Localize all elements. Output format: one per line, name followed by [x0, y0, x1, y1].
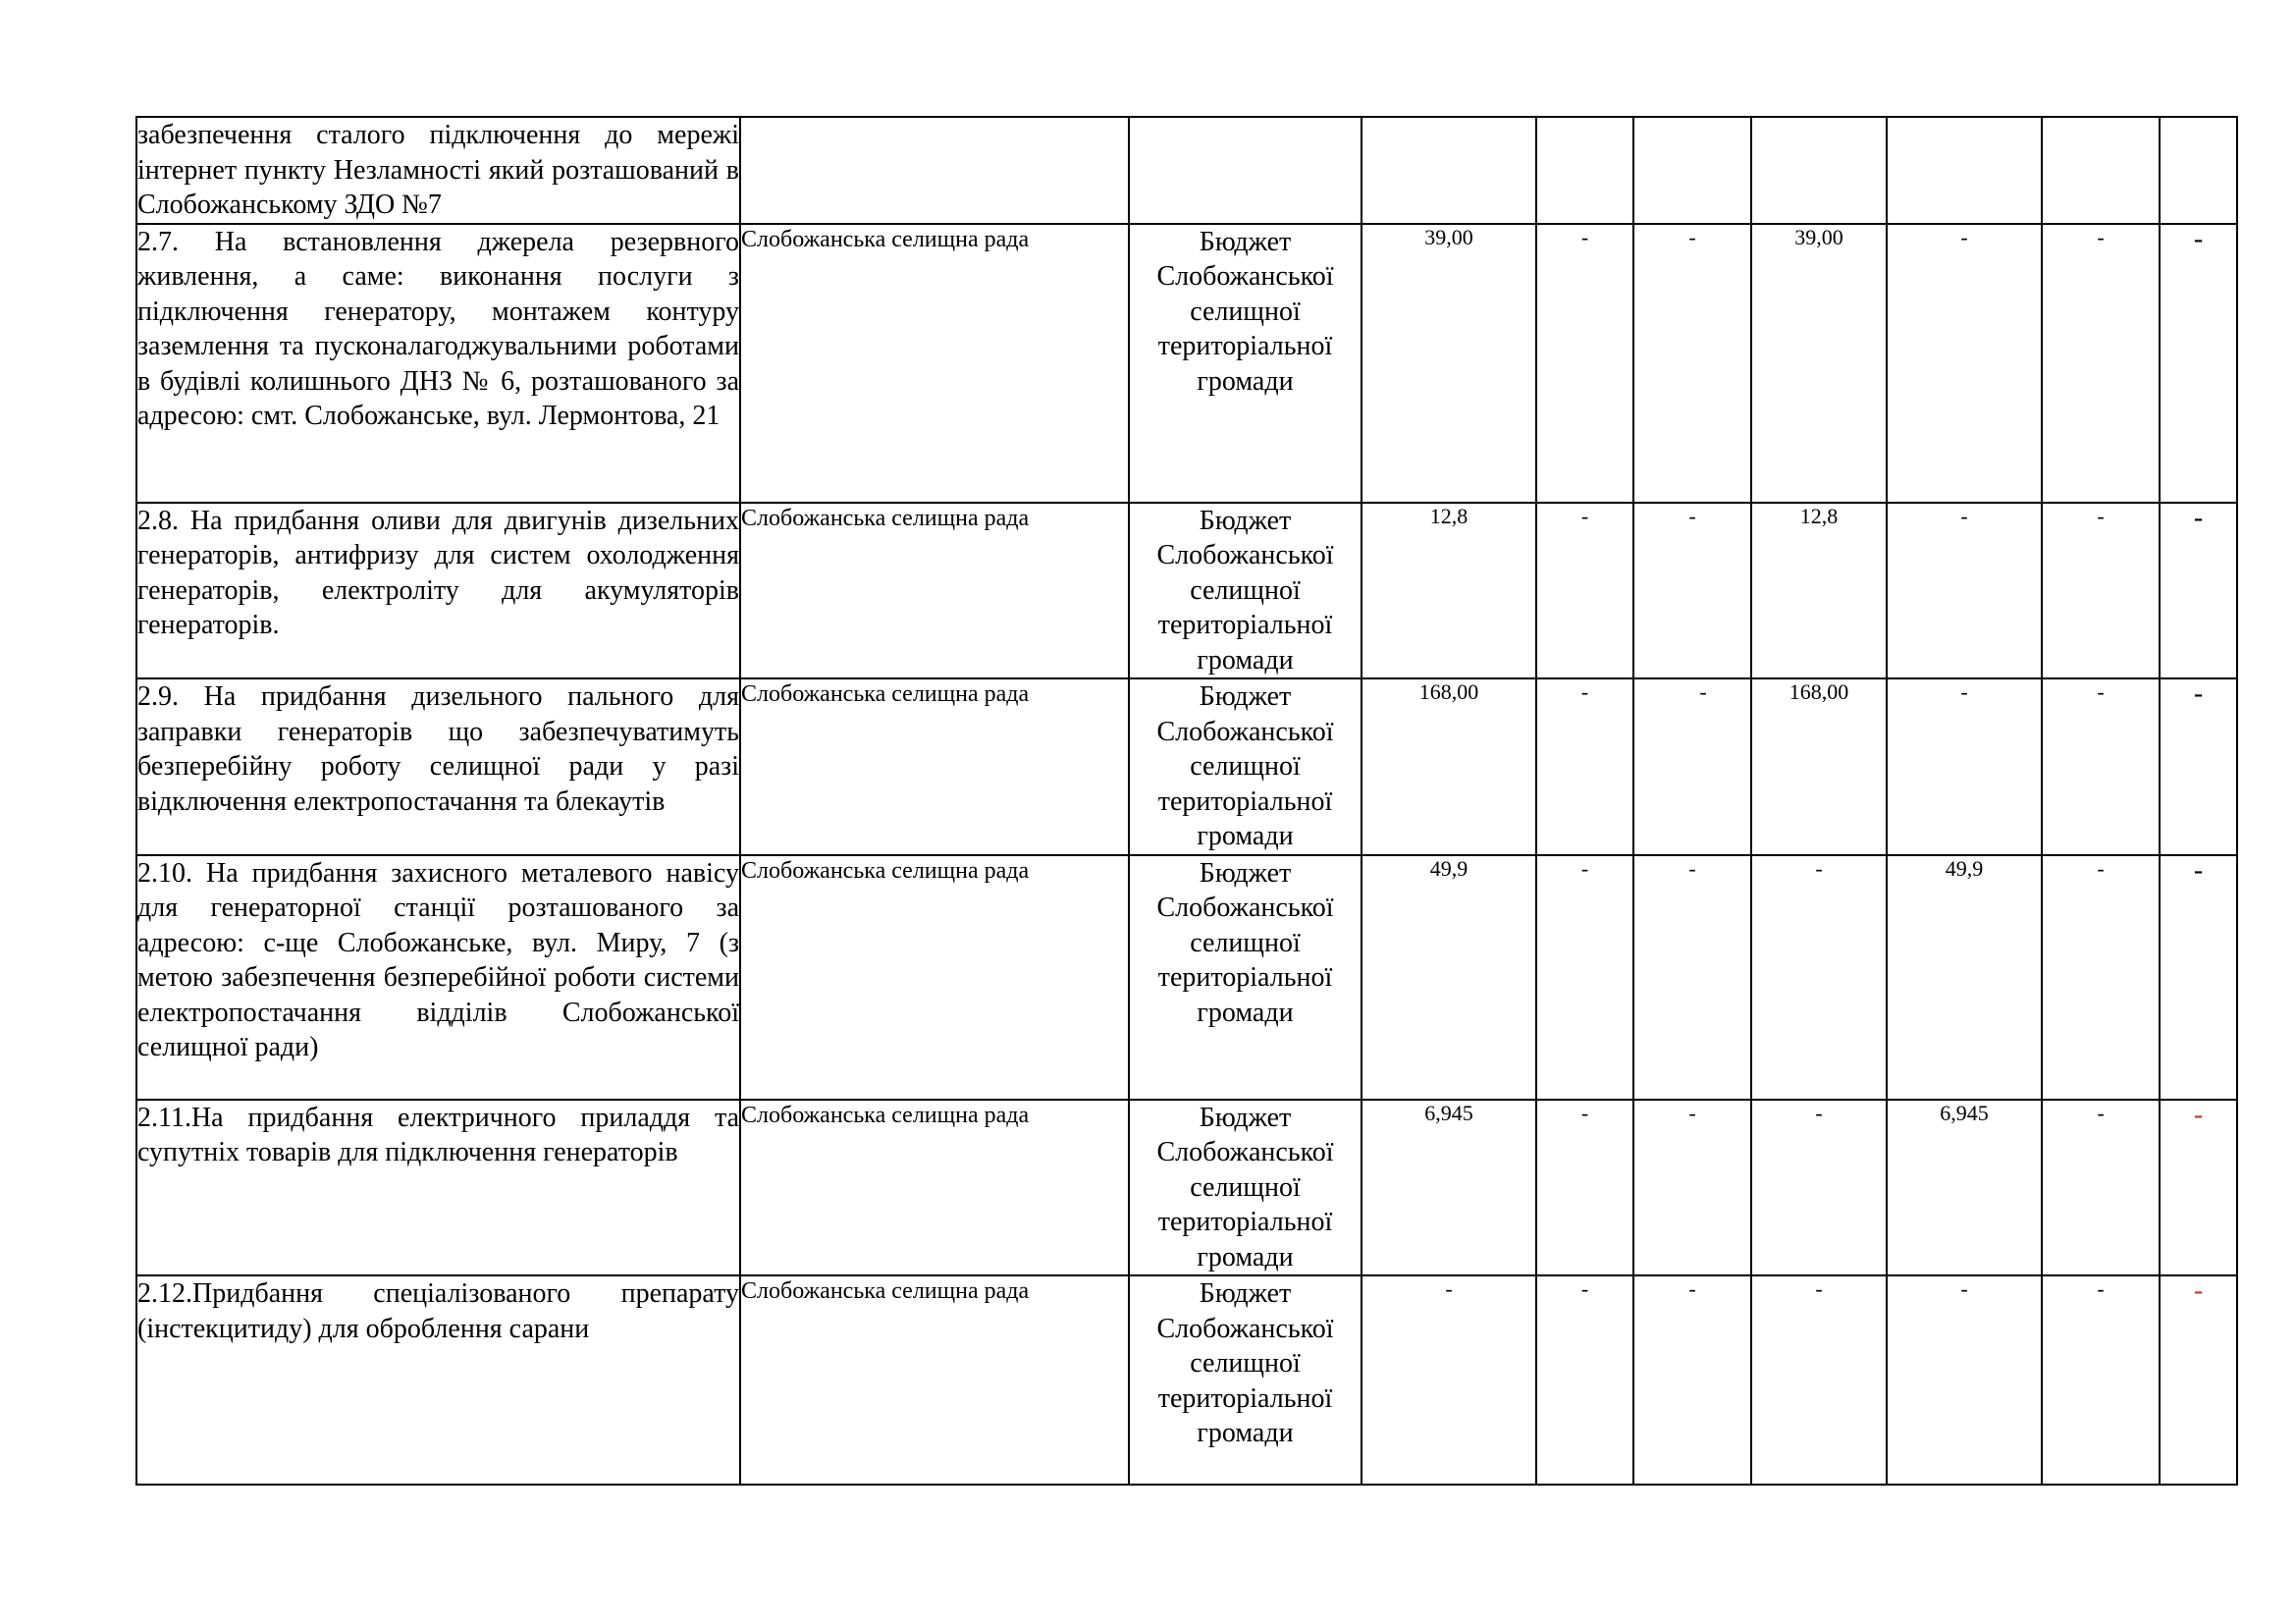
amount-cell-last: -	[2160, 1100, 2237, 1276]
table-row	[136, 224, 2237, 503]
executor-cell: Слобожанська селищна рада	[740, 1100, 1129, 1276]
amount-cell: -	[1887, 678, 2042, 855]
table-row	[136, 678, 2237, 855]
amount-cell: -	[1633, 1275, 1751, 1485]
amount-cell: -	[1536, 678, 1633, 855]
program-measures-table	[135, 116, 2238, 1486]
amount-cell-last	[2160, 117, 2237, 224]
amount-cell	[1751, 117, 1887, 224]
amount-cell: 6,945	[1887, 1100, 2042, 1276]
total-amount-cell: 12,8	[1362, 503, 1536, 679]
amount-cell: 12,8	[1751, 503, 1887, 679]
executor-cell: Слобожанська селищна рада	[740, 224, 1129, 503]
total-amount-cell: -	[1362, 1275, 1536, 1485]
amount-cell: -	[1536, 1275, 1633, 1485]
amount-cell-last: -	[2160, 503, 2237, 679]
table-row	[136, 1275, 2237, 1485]
funding-source-cell	[1129, 117, 1362, 224]
funding-source-cell: Бюджет Слобожанської селищної територіальної громади	[1129, 503, 1362, 679]
amount-cell: -	[1633, 1100, 1751, 1276]
amount-cell: -	[1633, 855, 1751, 1100]
table-row	[136, 855, 2237, 1100]
amount-cell-last: -	[2160, 678, 2237, 855]
amount-cell: 49,9	[1887, 855, 2042, 1100]
executor-cell: Слобожанська селищна рада	[740, 1275, 1129, 1485]
amount-cell: -	[1751, 1100, 1887, 1276]
amount-cell: -	[1887, 503, 2042, 679]
amount-cell: -	[2042, 224, 2160, 503]
amount-cell: -	[1751, 855, 1887, 1100]
funding-source-cell: Бюджет Слобожанської селищної територіальної громади	[1129, 1100, 1362, 1276]
amount-cell: -	[2042, 678, 2160, 855]
total-amount-cell: 6,945	[1362, 1100, 1536, 1276]
funding-source-cell: Бюджет Слобожанської селищної територіальної громади	[1129, 224, 1362, 503]
total-amount-cell: 168,00	[1362, 678, 1536, 855]
amount-cell: -	[1536, 224, 1633, 503]
executor-cell: Слобожанська селищна рада	[740, 503, 1129, 679]
total-amount-cell: 49,9	[1362, 855, 1536, 1100]
measure-description: 2.7. На встановлення джерела резервного живлення, а саме: виконання послуги з підключення генератору, монтажем контуру заземлення та пусконалагоджувальними роботами в будівлі колишнього ДНЗ № 6, розташованого за адресою: смт. Слобожанське, вул. Лермонтова, 21	[136, 224, 740, 503]
amount-cell: 168,00	[1751, 678, 1887, 855]
measure-description: 2.8. На придбання оливи для двигунів дизельних генераторів, антифризу для систем охолодження генераторів, електроліту для акумуляторів генераторів.	[136, 503, 740, 679]
measure-description: забезпечення сталого підключення до мережі інтернет пункту Незламності який розташований в Слобожанському ЗДО №7	[136, 117, 740, 224]
amount-cell	[1887, 117, 2042, 224]
executor-cell: Слобожанська селищна рада	[740, 678, 1129, 855]
measure-description: 2.10. На придбання захисного металевого навісу для генераторної станції розташованого за адресою: с-ще Слобожанське, вул. Миру, 7 (з метою забезпечення безперебійної роботи системи електропостачання відділів Слобожанської селищної ради)	[136, 855, 740, 1100]
table-row	[136, 117, 2237, 224]
funding-source-cell: Бюджет Слобожанської селищної територіальної громади	[1129, 678, 1362, 855]
funding-source-cell: Бюджет Слобожанської селищної територіальної громади	[1129, 855, 1362, 1100]
amount-cell	[2042, 117, 2160, 224]
amount-cell: -	[1633, 678, 1751, 855]
measure-description: 2.11.На придбання електричного приладдя та супутніх товарів для підключення генераторів	[136, 1100, 740, 1276]
amount-cell: -	[1536, 855, 1633, 1100]
amount-cell: -	[1887, 1275, 2042, 1485]
amount-cell: 39,00	[1751, 224, 1887, 503]
amount-cell: -	[2042, 503, 2160, 679]
amount-cell: -	[2042, 855, 2160, 1100]
total-amount-cell	[1362, 117, 1536, 224]
amount-cell-last: -	[2160, 224, 2237, 503]
amount-cell: -	[1633, 503, 1751, 679]
amount-cell: -	[1887, 224, 2042, 503]
amount-cell: -	[1751, 1275, 1887, 1485]
amount-cell: -	[1633, 224, 1751, 503]
amount-cell: -	[1536, 1100, 1633, 1276]
funding-source-cell: Бюджет Слобожанської селищної територіальної громади	[1129, 1275, 1362, 1485]
table-row	[136, 503, 2237, 679]
measure-description: 2.12.Придбання спеціалізованого препарату (інстекцитиду) для оброблення сарани	[136, 1275, 740, 1485]
amount-cell	[1536, 117, 1633, 224]
amount-cell: -	[2042, 1275, 2160, 1485]
table-row	[136, 1100, 2237, 1276]
total-amount-cell: 39,00	[1362, 224, 1536, 503]
measure-description: 2.9. На придбання дизельного пального для заправки генераторів що забезпечуватимуть безперебійну роботу селищної ради у разі відключення електропостачання та блекаутів	[136, 678, 740, 855]
amount-cell: -	[2042, 1100, 2160, 1276]
amount-cell: -	[1536, 503, 1633, 679]
amount-cell-last: -	[2160, 1275, 2237, 1485]
amount-cell-last: -	[2160, 855, 2237, 1100]
amount-cell	[1633, 117, 1751, 224]
executor-cell	[740, 117, 1129, 224]
executor-cell: Слобожанська селищна рада	[740, 855, 1129, 1100]
